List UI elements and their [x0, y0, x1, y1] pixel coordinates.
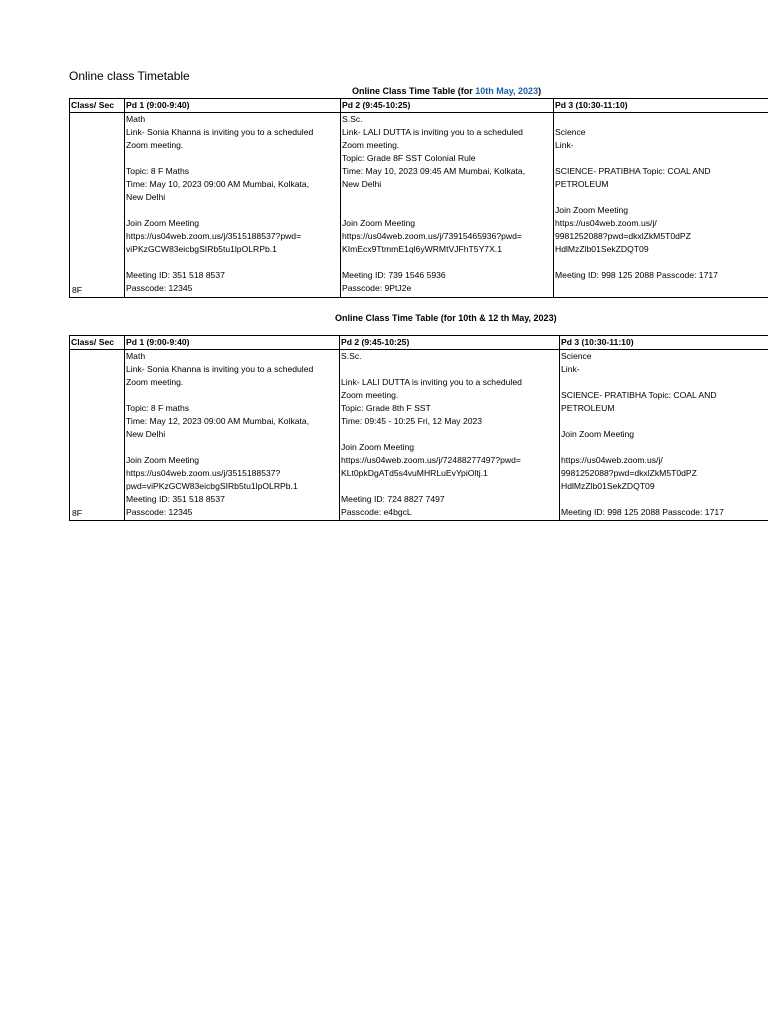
cell-line: https://us04web.zoom.us/j/ [555, 218, 657, 228]
cell-line: Join Zoom Meeting [341, 442, 415, 452]
cell-line: Time: May 12, 2023 09:00 AM Mumbai, Kolkata, [126, 416, 310, 426]
cell-line [555, 113, 768, 126]
cell-line [342, 204, 552, 217]
class-sec-cell [70, 113, 125, 298]
cell-line: Meeting ID: 998 125 2088 Passcode: 1717 [555, 270, 718, 280]
cell-line: Science [555, 127, 586, 137]
pd3-cell [554, 113, 768, 298]
cell-line: 9981252088?pwd=dkxlZkM5T0dPZ [555, 231, 691, 241]
cell-line: Zoom meeting. [341, 390, 399, 400]
cell-line: Join Zoom Meeting [126, 218, 200, 228]
cell-line [555, 152, 768, 165]
cell-line: https://us04web.zoom.us/j/ [561, 455, 663, 465]
cell-line: HdlMzZlb01SekZDQT09 [561, 481, 655, 491]
cell-line: https://us04web.zoom.us/j/73915465936?pwd= [342, 231, 522, 241]
cell-line: Link- Sonia Khanna is inviting you to a scheduled [126, 364, 314, 374]
page-title: Online class Timetable [69, 69, 190, 83]
pd2-cell [340, 350, 560, 521]
cell-line: pwd=viPKzGCW83eicbgSIRb5tu1lpOLRPb.1 [126, 481, 298, 491]
header-pd2: Pd 2 (9:45-10:25) [340, 336, 560, 350]
cell-line: Math [126, 114, 146, 124]
cell-line: Topic: Grade 8th F SST [341, 403, 431, 413]
pd3-cell [560, 350, 768, 521]
pd1-cell [125, 113, 341, 298]
cell-line [126, 256, 339, 269]
cell-line [555, 256, 768, 269]
cell-line: New Delhi [126, 192, 166, 202]
class-sec-cell [70, 350, 125, 521]
cell-line [342, 256, 552, 269]
cell-line [126, 152, 339, 165]
header-pd3: Pd 3 (10:30-11:10) [554, 99, 768, 113]
cell-line: PETROLEUM [561, 403, 615, 413]
cell-line [126, 441, 338, 454]
cell-line [126, 389, 338, 402]
cell-line [555, 191, 768, 204]
cell-line: Math [126, 351, 146, 361]
cell-line: Link- LALI DUTTA is inviting you to a scheduled [342, 127, 523, 137]
cell-line: KImEcx9TtmmE1ql6yWRMtVJFhT5Y7X.1 [342, 244, 502, 254]
cell-line: Meeting ID: 724 8827 7497 [341, 494, 445, 504]
cell-line: Meeting ID: 739 1546 5936 [342, 270, 446, 280]
cell-line [561, 376, 768, 389]
header-pd3: Pd 3 (10:30-11:10) [560, 336, 768, 350]
cell-line: Join Zoom Meeting [561, 429, 635, 439]
table-caption: Online Class Time Table (for 10th May, 2023) [352, 86, 542, 96]
cell-line: Link- [561, 364, 580, 374]
cell-line: New Delhi [342, 179, 382, 189]
header-class-sec: Class/ Sec [70, 336, 125, 350]
cell-line: SCIENCE- PRATIBHA Topic: COAL AND [555, 166, 711, 176]
cell-line: Link- Sonia Khanna is inviting you to a scheduled [126, 127, 314, 137]
cell-line: Link- [555, 140, 574, 150]
cell-line: S.Sc. [342, 114, 363, 124]
cell-line: Meeting ID: 351 518 8537 [126, 494, 225, 504]
cell-line [342, 191, 552, 204]
cell-line: S.Sc. [341, 351, 362, 361]
cell-line: Passcode: 12345 [126, 283, 193, 293]
timetable-2 [69, 335, 768, 521]
table-row [70, 350, 768, 521]
pd2-cell [341, 113, 554, 298]
cell-line: KLt0pkDgATd5s4vuMHRLuEvYpiOltj.1 [341, 468, 488, 478]
cell-line: Zoom meeting. [126, 140, 184, 150]
table-caption: Online Class Time Table (for 10th & 12 th May, 2023) [335, 313, 557, 323]
cell-line: Science [561, 351, 592, 361]
cell-line: Topic: Grade 8F SST Colonial Rule [342, 153, 476, 163]
cell-line: Passcode: 9PtJ2e [342, 283, 412, 293]
cell-line: https://us04web.zoom.us/j/72488277497?pwd= [341, 455, 521, 465]
cell-line [561, 441, 768, 454]
cell-line: viPKzGCW83eicbgSIRb5tu1lpOLRPb.1 [126, 244, 277, 254]
cell-line: SCIENCE- PRATIBHA Topic: COAL AND [561, 390, 717, 400]
cell-line: Meeting ID: 998 125 2088 Passcode: 1717 [561, 507, 724, 517]
cell-line: PETROLEUM [555, 179, 609, 189]
cell-line [341, 363, 558, 376]
cell-line: Time: May 10, 2023 09:45 AM Mumbai, Kolkata, [342, 166, 526, 176]
cell-line: Link- LALI DUTTA is inviting you to a scheduled [341, 377, 522, 387]
header-pd2: Pd 2 (9:45-10:25) [341, 99, 554, 113]
cell-line: Passcode: e4bgcL [341, 507, 412, 517]
table-row [70, 113, 768, 298]
class-sec-value: 8F [72, 508, 83, 518]
cell-line: Join Zoom Meeting [126, 455, 200, 465]
cell-line: Topic: 8 F maths [126, 403, 190, 413]
cell-line [561, 415, 768, 428]
cell-line [126, 204, 339, 217]
header-pd1: Pd 1 (9:00-9:40) [125, 336, 340, 350]
cell-line: New Delhi [126, 429, 166, 439]
cell-line: Meeting ID: 351 518 8537 [126, 270, 225, 280]
cell-line: https://us04web.zoom.us/j/3515188537? [126, 468, 281, 478]
cell-line: 9981252088?pwd=dkxlZkM5T0dPZ [561, 468, 697, 478]
header-pd1: Pd 1 (9:00-9:40) [125, 99, 341, 113]
cell-line: Join Zoom Meeting [555, 205, 629, 215]
cell-line: Join Zoom Meeting [342, 218, 416, 228]
cell-line: Zoom meeting. [342, 140, 400, 150]
class-sec-value: 8F [72, 285, 83, 295]
header-class-sec: Class/ Sec [70, 99, 125, 113]
cell-line: Time: May 10, 2023 09:00 AM Mumbai, Kolkata, [126, 179, 310, 189]
timetable-1 [69, 98, 768, 298]
pd1-cell [125, 350, 340, 521]
cell-line: HdlMzZlb01SekZDQT09 [555, 244, 649, 254]
cell-line: Zoom meeting. [126, 377, 184, 387]
cell-line [341, 428, 558, 441]
cell-line: Passcode: 12345 [126, 507, 193, 517]
cell-line: Time: 09:45 - 10:25 Fri, 12 May 2023 [341, 416, 483, 426]
cell-line [341, 480, 558, 493]
cell-line: Topic: 8 F Maths [126, 166, 190, 176]
cell-line [561, 493, 768, 506]
cell-line: https://us04web.zoom.us/j/3515188537?pwd= [126, 231, 302, 241]
